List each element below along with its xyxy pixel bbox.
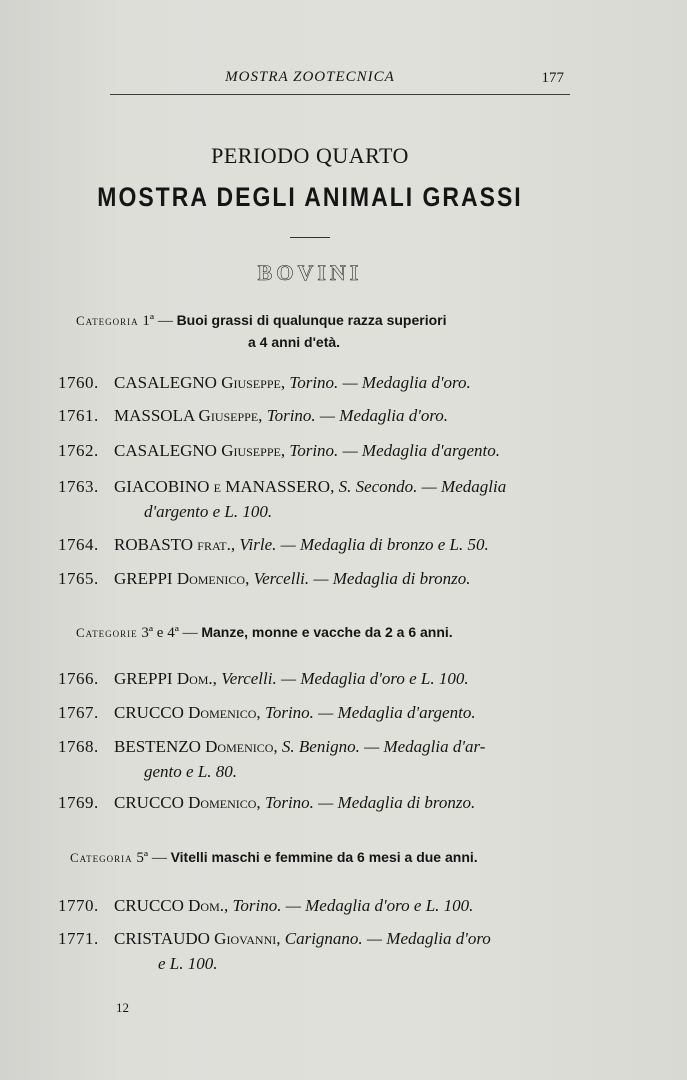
award: — Medaglia d'argento. xyxy=(342,441,500,460)
exhibitor-name: CRUCCO Domenico, xyxy=(114,793,261,812)
entry-1771 xyxy=(58,926,578,976)
exhibitor-location: Virle. xyxy=(239,535,277,554)
signature-mark: 12 xyxy=(116,1000,129,1015)
entry-number: 1760. xyxy=(58,373,99,392)
entry-1770 xyxy=(58,893,578,918)
entry-number: 1763. xyxy=(58,477,99,496)
category-separator: — xyxy=(148,850,171,866)
category-description: Vitelli maschi e femmine da 6 mesi a due anni. xyxy=(170,849,478,865)
category-description-cont: a 4 anni d'età. xyxy=(248,334,341,350)
award: — Medaglia d'oro e L. 100. xyxy=(280,669,469,688)
exhibitor-location: S. Benigno. xyxy=(281,737,360,756)
entry-1769 xyxy=(58,790,578,815)
entry-1767 xyxy=(58,700,578,725)
exhibitor-location: Vercelli. xyxy=(221,669,277,688)
entry-continuation: gento e L. 80. xyxy=(144,762,238,781)
entry-1765 xyxy=(58,566,578,591)
exhibitor-name: MASSOLA Giuseppe, xyxy=(114,406,263,425)
entry-continuation: d'argento e L. 100. xyxy=(144,502,273,521)
entry-number: 1762. xyxy=(58,441,99,460)
category-heading-1 xyxy=(76,310,576,353)
category-number: 1ª xyxy=(142,313,155,329)
exhibitor-location: Torino. xyxy=(289,373,339,392)
entry-number: 1764. xyxy=(58,535,99,554)
category-description: Buoi grassi di qualunque razza superiori xyxy=(176,312,447,328)
category-separator: — xyxy=(178,625,202,641)
title-divider xyxy=(290,237,330,238)
entry-number: 1771. xyxy=(58,929,99,948)
exhibitor-name: ROBASTO frat., xyxy=(114,535,236,554)
award: — Medaglia d'oro. xyxy=(342,373,471,392)
entry-1760 xyxy=(58,370,578,395)
page-number: 177 xyxy=(541,70,564,86)
exhibitor-name: CRUCCO Domenico, xyxy=(114,703,261,722)
category-number: 5ª xyxy=(136,850,149,866)
award: — Medaglia d'ar- xyxy=(364,737,486,756)
exhibitor-name: GIACOBINO e MANASSERO, xyxy=(114,477,335,496)
entry-number: 1768. xyxy=(58,737,99,756)
exhibitor-location: Torino. xyxy=(232,896,282,915)
exhibitor-name: GREPPI Dom., xyxy=(114,669,217,688)
award: — Medaglia di bronzo e L. 50. xyxy=(280,535,489,554)
exhibitor-name: GREPPI Domenico, xyxy=(114,569,250,588)
entry-1766 xyxy=(58,666,578,691)
exhibitor-location: Torino. xyxy=(264,703,314,722)
category-label: Categoria xyxy=(76,313,139,328)
award: — Medaglia d'oro. xyxy=(319,406,449,425)
running-head xyxy=(110,68,570,95)
exhibitor-name: CASALEGNO Giuseppe, xyxy=(114,373,286,392)
main-title: MOSTRA DEGLI ANIMALI GRASSI xyxy=(97,181,523,212)
entry-number: 1761. xyxy=(58,406,99,425)
exhibitor-location: Torino. xyxy=(264,793,314,812)
award: — Medaglia xyxy=(421,477,507,496)
exhibitor-location: Carignano. xyxy=(284,929,363,948)
entry-number: 1765. xyxy=(58,569,99,588)
entry-1761 xyxy=(58,403,578,428)
category-heading-3 xyxy=(70,847,590,869)
award: — Medaglia di bronzo. xyxy=(318,793,476,812)
award: — Medaglia di bronzo. xyxy=(313,569,471,588)
entry-number: 1766. xyxy=(58,669,99,688)
exhibitor-location: S. Secondo. xyxy=(338,477,418,496)
category-separator: — xyxy=(154,313,177,329)
period-heading: PERIODO QUARTO xyxy=(211,143,409,168)
category-description: Manze, monne e vacche da 2 a 6 anni. xyxy=(201,624,453,640)
exhibitor-name: BESTENZO Domenico, xyxy=(114,737,278,756)
exhibitor-location: Vercelli. xyxy=(253,569,310,588)
exhibitor-name: CRUCCO Dom., xyxy=(114,896,229,915)
category-number: 3ª e 4ª xyxy=(141,625,179,641)
entry-number: 1770. xyxy=(58,896,99,915)
entry-number: 1767. xyxy=(58,703,99,722)
entry-1768 xyxy=(58,734,578,784)
exhibitor-name: CRISTAUDO Giovanni, xyxy=(114,929,281,948)
running-head-title: MOSTRA ZOOTECNICA xyxy=(225,69,395,85)
exhibitor-location: Torino. xyxy=(266,406,316,425)
entry-number: 1769. xyxy=(58,793,99,812)
exhibitor-location: Torino. xyxy=(289,441,339,460)
entry-1762 xyxy=(58,438,578,463)
award: — Medaglia d'argento. xyxy=(318,703,476,722)
award: — Medaglia d'oro xyxy=(366,929,491,948)
award: — Medaglia d'oro e L. 100. xyxy=(285,896,474,915)
exhibitor-name: CASALEGNO Giuseppe, xyxy=(114,441,286,460)
entry-continuation: e L. 100. xyxy=(158,954,218,973)
entry-1764 xyxy=(58,532,578,557)
category-heading-2 xyxy=(76,622,576,644)
entry-1763 xyxy=(58,474,578,524)
category-label: Categorie xyxy=(76,625,138,640)
category-label: Categoria xyxy=(70,850,133,865)
section-title: BOVINI xyxy=(257,260,363,285)
